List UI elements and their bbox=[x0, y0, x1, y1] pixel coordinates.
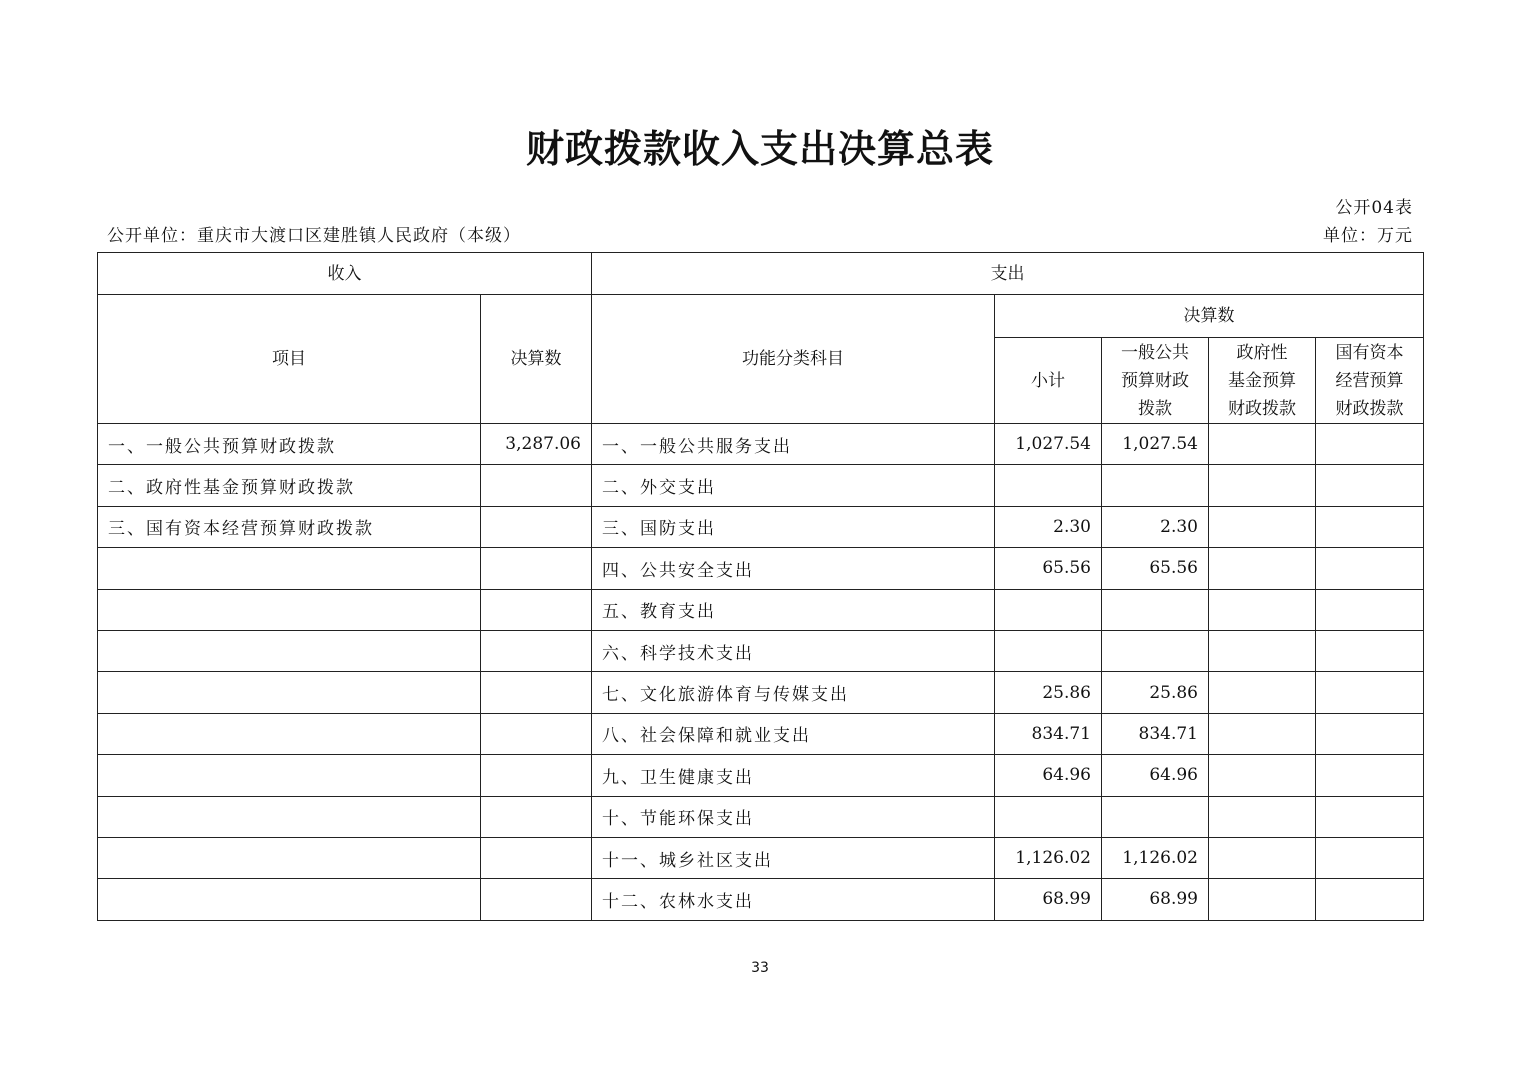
subtotal-cell bbox=[995, 465, 1102, 506]
header-line: 拨款 bbox=[1138, 398, 1172, 419]
table-row bbox=[98, 713, 1424, 754]
reporting-unit: 公开单位：重庆市大渡口区建胜镇人民政府（本级） bbox=[107, 226, 521, 246]
expense-item-cell: 九、卫生健康支出 bbox=[592, 755, 995, 796]
gov-fund-cell bbox=[1209, 837, 1316, 878]
general-budget-cell: 65.56 bbox=[1102, 548, 1209, 589]
income-item-cell bbox=[98, 879, 481, 920]
general-budget-cell bbox=[1102, 630, 1209, 671]
income-item-cell bbox=[98, 589, 481, 630]
gov-fund-cell bbox=[1209, 465, 1316, 506]
income-item-cell bbox=[98, 630, 481, 671]
state-capital-cell bbox=[1316, 796, 1424, 837]
state-capital-budget-header bbox=[1316, 338, 1424, 424]
general-budget-cell: 68.99 bbox=[1102, 879, 1209, 920]
header-line: 一般公共 bbox=[1121, 342, 1189, 363]
general-budget-cell bbox=[1102, 796, 1209, 837]
budget-table bbox=[97, 252, 1424, 921]
income-amount-cell: 3,287.06 bbox=[481, 424, 592, 465]
general-budget-cell: 25.86 bbox=[1102, 672, 1209, 713]
state-capital-cell bbox=[1316, 506, 1424, 547]
item-header: 项目 bbox=[98, 295, 481, 424]
income-amount-cell bbox=[481, 589, 592, 630]
income-amount-cell bbox=[481, 506, 592, 547]
expense-item-cell: 五、教育支出 bbox=[592, 589, 995, 630]
general-budget-cell bbox=[1102, 589, 1209, 630]
state-capital-cell bbox=[1316, 465, 1424, 506]
expense-item-cell: 四、公共安全支出 bbox=[592, 548, 995, 589]
income-amount-cell bbox=[481, 672, 592, 713]
table-row bbox=[98, 796, 1424, 837]
header-line: 基金预算 bbox=[1228, 370, 1296, 391]
form-number: 公开04表 bbox=[1335, 198, 1413, 218]
income-item-cell bbox=[98, 837, 481, 878]
expense-item-cell: 七、文化旅游体育与传媒支出 bbox=[592, 672, 995, 713]
header-line: 财政拨款 bbox=[1228, 398, 1296, 419]
subtotal-cell: 2.30 bbox=[995, 506, 1102, 547]
header-line: 经营预算 bbox=[1335, 370, 1404, 391]
gov-fund-cell bbox=[1209, 589, 1316, 630]
income-item-cell: 一、一般公共预算财政拨款 bbox=[98, 424, 481, 465]
general-budget-cell: 1,126.02 bbox=[1102, 837, 1209, 878]
header-line: 政府性 bbox=[1236, 342, 1288, 363]
general-budget-cell: 834.71 bbox=[1102, 713, 1209, 754]
income-amount-cell bbox=[481, 465, 592, 506]
subtotal-cell bbox=[995, 630, 1102, 671]
subtotal-cell: 65.56 bbox=[995, 548, 1102, 589]
header-line: 国有资本 bbox=[1335, 342, 1404, 363]
expense-item-cell: 一、一般公共服务支出 bbox=[592, 424, 995, 465]
table-row bbox=[98, 755, 1424, 796]
subtotal-cell: 834.71 bbox=[995, 713, 1102, 754]
expense-item-cell: 十一、城乡社区支出 bbox=[592, 837, 995, 878]
table-row bbox=[98, 465, 1424, 506]
state-capital-cell bbox=[1316, 837, 1424, 878]
expense-item-cell: 六、科学技术支出 bbox=[592, 630, 995, 671]
gov-fund-cell bbox=[1209, 755, 1316, 796]
general-budget-cell: 2.30 bbox=[1102, 506, 1209, 547]
subtotal-cell bbox=[995, 589, 1102, 630]
general-budget-cell bbox=[1102, 465, 1209, 506]
table-row bbox=[98, 424, 1424, 465]
gov-fund-cell bbox=[1209, 672, 1316, 713]
expense-item-cell: 三、国防支出 bbox=[592, 506, 995, 547]
income-amount-cell bbox=[481, 879, 592, 920]
subtotal-cell: 25.86 bbox=[995, 672, 1102, 713]
page-title: 财政拨款收入支出决算总表 bbox=[525, 127, 994, 171]
income-item-cell bbox=[98, 755, 481, 796]
expense-item-cell: 十、节能环保支出 bbox=[592, 796, 995, 837]
table-row bbox=[98, 879, 1424, 920]
expense-item-cell: 十二、农林水支出 bbox=[592, 879, 995, 920]
function-category-header: 功能分类科目 bbox=[592, 295, 995, 424]
gov-fund-cell bbox=[1209, 796, 1316, 837]
income-item-cell bbox=[98, 672, 481, 713]
state-capital-cell bbox=[1316, 672, 1424, 713]
income-item-cell: 二、政府性基金预算财政拨款 bbox=[98, 465, 481, 506]
state-capital-cell bbox=[1316, 879, 1424, 920]
gov-fund-cell bbox=[1209, 630, 1316, 671]
subtotal-cell: 1,027.54 bbox=[995, 424, 1102, 465]
income-item-cell bbox=[98, 548, 481, 589]
table-row bbox=[98, 548, 1424, 589]
table-row bbox=[98, 837, 1424, 878]
income-item-cell bbox=[98, 796, 481, 837]
final-amount-group-header: 决算数 bbox=[995, 295, 1424, 338]
gov-fund-cell bbox=[1209, 713, 1316, 754]
header-line: 财政拨款 bbox=[1335, 398, 1404, 419]
gov-fund-budget-header bbox=[1209, 338, 1316, 424]
income-header: 收入 bbox=[98, 253, 592, 295]
expense-item-cell: 八、社会保障和就业支出 bbox=[592, 713, 995, 754]
gov-fund-cell bbox=[1209, 879, 1316, 920]
general-public-budget-header bbox=[1102, 338, 1209, 424]
general-budget-cell: 64.96 bbox=[1102, 755, 1209, 796]
state-capital-cell bbox=[1316, 630, 1424, 671]
final-amount-header: 决算数 bbox=[481, 295, 592, 424]
state-capital-cell bbox=[1316, 424, 1424, 465]
gov-fund-cell bbox=[1209, 548, 1316, 589]
general-budget-cell: 1,027.54 bbox=[1102, 424, 1209, 465]
income-amount-cell bbox=[481, 755, 592, 796]
income-item-cell: 三、国有资本经营预算财政拨款 bbox=[98, 506, 481, 547]
income-item-cell bbox=[98, 713, 481, 754]
gov-fund-cell bbox=[1209, 506, 1316, 547]
currency-unit: 单位：万元 bbox=[1323, 226, 1413, 246]
table-row bbox=[98, 589, 1424, 630]
state-capital-cell bbox=[1316, 755, 1424, 796]
income-amount-cell bbox=[481, 548, 592, 589]
state-capital-cell bbox=[1316, 589, 1424, 630]
subtotal-cell: 68.99 bbox=[995, 879, 1102, 920]
subtotal-cell: 1,126.02 bbox=[995, 837, 1102, 878]
table-row bbox=[98, 672, 1424, 713]
state-capital-cell bbox=[1316, 548, 1424, 589]
subtotal-cell: 64.96 bbox=[995, 755, 1102, 796]
expense-item-cell: 二、外交支出 bbox=[592, 465, 995, 506]
income-amount-cell bbox=[481, 837, 592, 878]
table-row bbox=[98, 630, 1424, 671]
income-amount-cell bbox=[481, 630, 592, 671]
header-line: 预算财政 bbox=[1121, 370, 1189, 391]
income-amount-cell bbox=[481, 713, 592, 754]
gov-fund-cell bbox=[1209, 424, 1316, 465]
expense-header: 支出 bbox=[592, 253, 1424, 295]
income-amount-cell bbox=[481, 796, 592, 837]
state-capital-cell bbox=[1316, 713, 1424, 754]
table-row bbox=[98, 506, 1424, 547]
subtotal-cell bbox=[995, 796, 1102, 837]
subtotal-header: 小计 bbox=[995, 338, 1102, 424]
page-number: 33 bbox=[751, 960, 769, 976]
